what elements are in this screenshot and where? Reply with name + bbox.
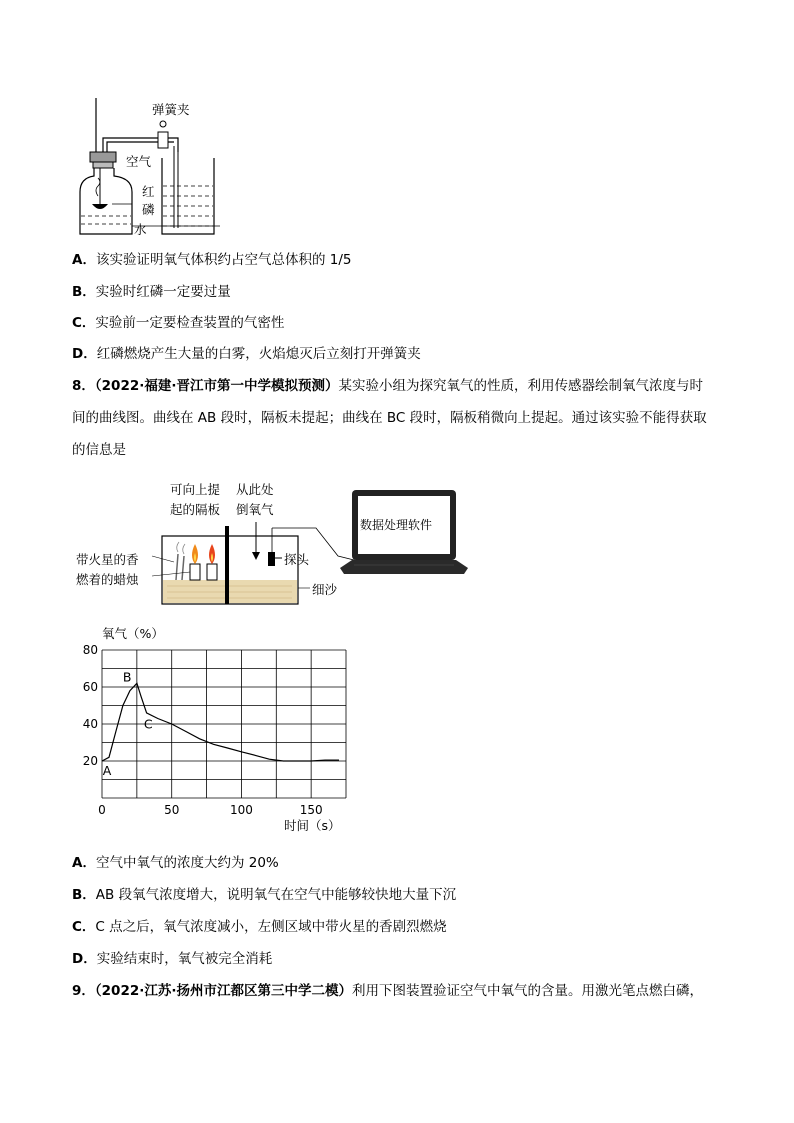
- y-tick-label: 80: [82, 643, 98, 657]
- option-letter: A．: [72, 252, 96, 268]
- air-label: 空气: [126, 154, 152, 169]
- stem-text: 间的曲线图。曲线在 AB 段时，隔板未提起；曲线在 BC 段时，隔板稍微向上提起。通过该实验不能得获取: [72, 410, 707, 426]
- pour-label-1: 从此处: [236, 482, 274, 497]
- q8-stem-line-2: [72, 408, 707, 428]
- candle-label: 燃着的蜡烛: [76, 572, 139, 587]
- option-text: 实验结束时，氧气被完全消耗: [96, 951, 273, 967]
- y-tick-label: 40: [82, 717, 98, 731]
- q8-option-c: [72, 917, 447, 937]
- stem-text: 某实验小组为探究氧气的性质，利用传感器绘制氧气浓度与时: [338, 378, 703, 394]
- oxygen-chart-svg: [80, 622, 360, 838]
- y-tick-label: 60: [82, 680, 98, 694]
- stem-text: 利用下图装置验证空气中氧气的含量。用激光笔点燃白磷，: [352, 983, 703, 999]
- point-label-a: A: [102, 763, 112, 778]
- option-text: 实验时红磷一定要过量: [95, 284, 231, 300]
- apparatus-figure-1: [70, 96, 230, 242]
- q8-stem-line-1: [72, 376, 703, 396]
- option-text: 该实验证明氧气体积约占空气总体积的 1/5: [95, 252, 352, 268]
- option-letter: C．: [72, 919, 96, 935]
- q9-stem-line-1: [72, 981, 703, 1001]
- option-letter: B．: [72, 887, 96, 903]
- probe-label: 探头: [284, 552, 310, 567]
- option-letter: A．: [72, 855, 96, 871]
- q8-option-b: [72, 885, 456, 905]
- x-axis-label: 时间（s）: [284, 818, 341, 833]
- q7-option-d: [72, 344, 421, 364]
- q8-option-d: [72, 949, 272, 969]
- option-letter: C．: [72, 315, 96, 331]
- y-tick-label: 20: [82, 754, 98, 768]
- partition-label-2: 起的隔板: [170, 502, 221, 517]
- q8-option-a: [72, 853, 279, 873]
- pour-label-2: 倒氧气: [236, 502, 274, 517]
- partition-label-1: 可向上提: [170, 482, 221, 497]
- option-text: 红磷燃烧产生大量的白雾，火焰熄灭后立刻打开弹簧夹: [96, 346, 421, 362]
- q7-option-b: [72, 282, 231, 302]
- point-label-b: B: [122, 669, 132, 685]
- option-text: 实验前一定要检查装置的气密性: [95, 315, 285, 331]
- option-text: 空气中氧气的浓度大约为 20%: [95, 855, 279, 871]
- question-number: 9．: [72, 983, 95, 999]
- option-letter: B．: [72, 284, 96, 300]
- q7-option-c: [72, 313, 284, 333]
- option-text: AB 段氧气浓度增大，说明氧气在空气中能够较快地大量下沉: [95, 887, 457, 903]
- chart-ticks: [83, 643, 323, 817]
- option-letter: D．: [72, 346, 97, 362]
- x-tick-label: 100: [229, 803, 253, 817]
- oxygen-chart: [80, 622, 360, 838]
- software-label: 数据处理软件: [360, 518, 433, 532]
- oxygen-curve: [102, 683, 339, 761]
- q7-option-a: [72, 250, 351, 270]
- question-number: 8．: [72, 378, 95, 394]
- stem-text: 的信息是: [72, 442, 126, 458]
- point-label-c: C: [143, 716, 153, 732]
- q8-stem-line-3: [72, 440, 126, 460]
- sand-label: 细沙: [312, 582, 338, 597]
- chart-grid: [102, 650, 346, 798]
- option-text: C 点之后，氧气浓度减小，左侧区域中带火星的香剧烈燃烧: [95, 919, 447, 935]
- y-axis-label: 氧气（%）: [102, 626, 164, 641]
- x-tick-label: 150: [299, 803, 323, 817]
- water-label: 水: [134, 222, 147, 237]
- x-tick-label: 50: [164, 803, 180, 817]
- phosphorus-label: 磷: [142, 202, 155, 217]
- red-label: 红: [142, 184, 155, 199]
- question-source: （2022·江苏·扬州市江都区第三中学二模）: [94, 983, 352, 999]
- apparatus-figure-2: [72, 476, 472, 608]
- x-tick-label: 0: [98, 803, 106, 817]
- clamp-label: 弹簧夹: [152, 102, 190, 117]
- option-letter: D．: [72, 951, 97, 967]
- incense-label: 带火星的香: [76, 552, 139, 567]
- question-source: （2022·福建·晋江市第一中学模拟预测）: [94, 378, 339, 394]
